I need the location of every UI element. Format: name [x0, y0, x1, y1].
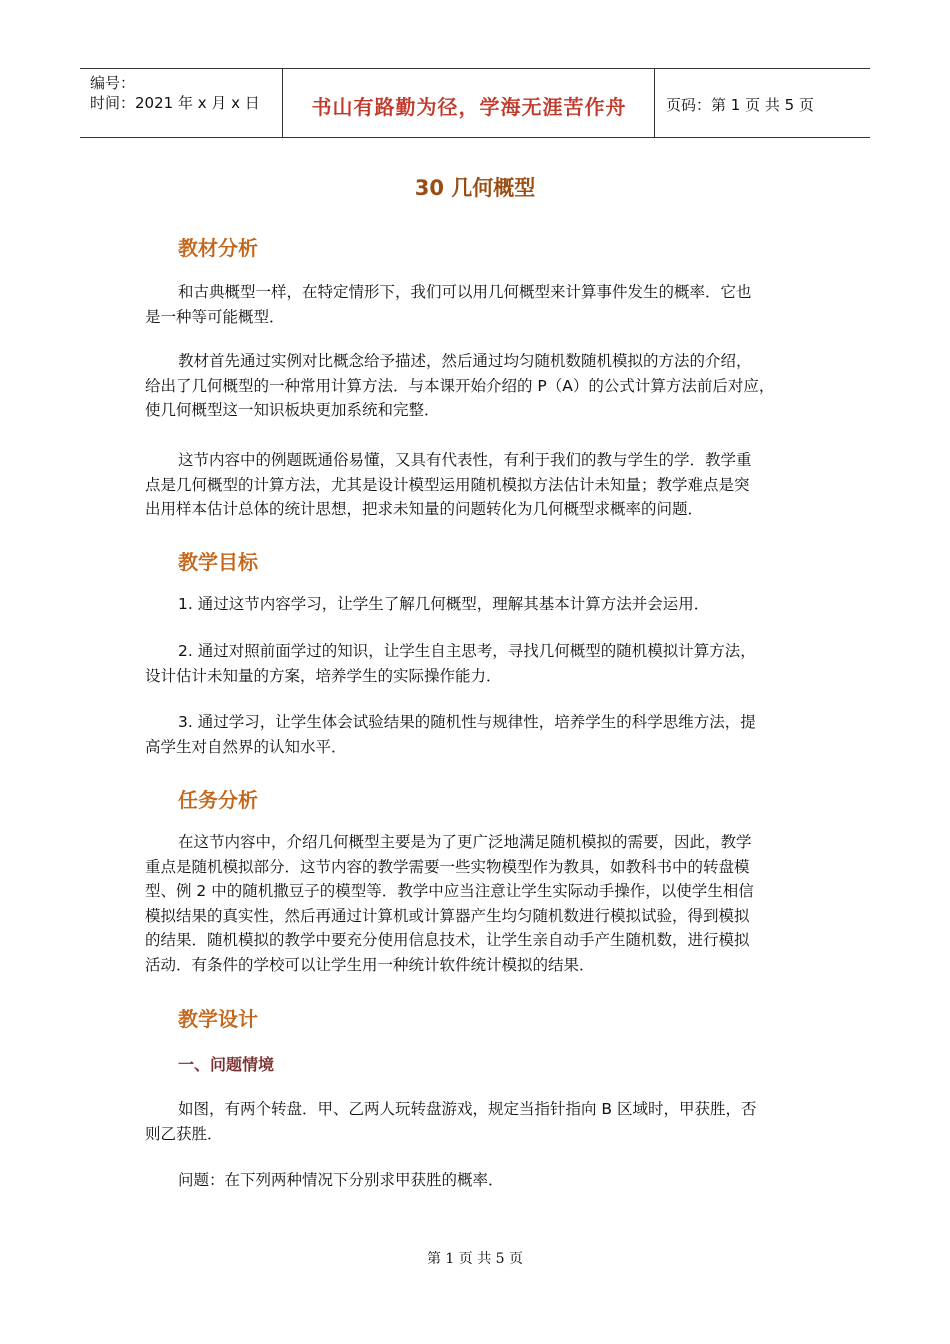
text-line: 活动．有条件的学校可以让学生用一种统计软件统计模拟的结果．	[145, 955, 595, 974]
text-line: 这节内容中的例题既通俗易懂，又具有代表性，有利于我们的教与学生的学．教学重	[178, 451, 752, 469]
paragraph	[145, 280, 815, 329]
doc-date-label: 时间：2021 年 x 月 x 日	[90, 94, 260, 112]
text-line: 教材首先通过实例对比概念给予描述，然后通过均匀随机数随机模拟的方法的介绍，	[178, 352, 752, 370]
text-line: 设计估计未知量的方案，培养学生的实际操作能力．	[145, 666, 502, 685]
list-item	[145, 592, 815, 617]
paragraph	[145, 448, 815, 522]
paragraph	[145, 1097, 815, 1146]
list-item	[145, 639, 815, 688]
text-line: 的结果．随机模拟的教学中要充分使用信息技术，让学生亲自动手产生随机数，进行模拟	[145, 931, 750, 949]
page-header	[80, 68, 870, 138]
header-divider	[654, 69, 655, 137]
text-line: 2. 通过对照前面学过的知识，让学生自主思考，寻找几何概型的随机模拟计算方法，	[178, 642, 756, 660]
header-motto: 书山有路勤为径，学海无涯苦作舟	[311, 95, 627, 119]
subheading-problem-situation: 一、问题情境	[178, 1055, 275, 1074]
list-item	[145, 710, 815, 759]
doc-number-label: 编号：	[90, 74, 136, 92]
page-footer: 第 1 页 共 5 页	[426, 1251, 524, 1267]
heading-task: 任务分析	[178, 788, 258, 812]
text-line: 出用样本估计总体的统计思想，把求未知量的问题转化为几何概型求概率的问题．	[145, 500, 704, 518]
paragraph	[145, 830, 815, 977]
header-page-info: 页码：第 1 页 共 5 页	[666, 96, 814, 114]
heading-goals: 教学目标	[178, 550, 258, 574]
document-title: 30 几何概型	[414, 176, 536, 200]
header-meta	[90, 73, 260, 113]
heading-analysis: 教材分析	[178, 236, 258, 260]
text-line: 问题：在下列两种情况下分别求甲获胜的概率．	[178, 1171, 504, 1189]
text-line: 则乙获胜．	[145, 1124, 223, 1143]
text-line: 和古典概型一样，在特定情形下，我们可以用几何概型来计算事件发生的概率．它也	[178, 283, 752, 301]
text-line: 在这节内容中，介绍几何概型主要是为了更广泛地满足随机模拟的需要，因此，教学	[178, 833, 752, 851]
paragraph	[145, 349, 815, 423]
text-line: 重点是随机模拟部分．这节内容的教学需要一些实物模型作为教具，如教科书中的转盘模	[145, 857, 750, 876]
text-line: 高学生对自然界的认知水平．	[145, 737, 347, 756]
text-line: 模拟结果的真实性，然后再通过计算机或计算器产生均匀随机数进行模拟试验，得到模拟	[145, 906, 750, 925]
text-line: 给出了几何概型的一种常用计算方法．与本课开始介绍的 P（A）的公式计算方法前后对应，	[145, 376, 775, 395]
paragraph	[145, 1168, 815, 1193]
text-line: 3. 通过学习，让学生体会试验结果的随机性与规律性，培养学生的科学思维方法，提	[178, 713, 756, 731]
text-line: 是一种等可能概型．	[145, 307, 285, 326]
text-line: 型、例 2 中的随机撒豆子的模型等．教学中应当注意让学生实际动手操作，以使学生相信	[145, 882, 754, 900]
text-line: 点是几何概型的计算方法，尤其是设计模型运用随机模拟方法估计未知量；教学难点是突	[145, 475, 750, 494]
text-line: 使几何概型这一知识板块更加系统和完整．	[145, 401, 440, 419]
heading-design: 教学设计	[178, 1007, 258, 1031]
text-line: 1. 通过这节内容学习，让学生了解几何概型，理解其基本计算方法并会运用．	[178, 595, 710, 613]
text-line: 如图，有两个转盘．甲、乙两人玩转盘游戏，规定当指针指向 B 区域时，甲获胜，否	[178, 1100, 757, 1118]
